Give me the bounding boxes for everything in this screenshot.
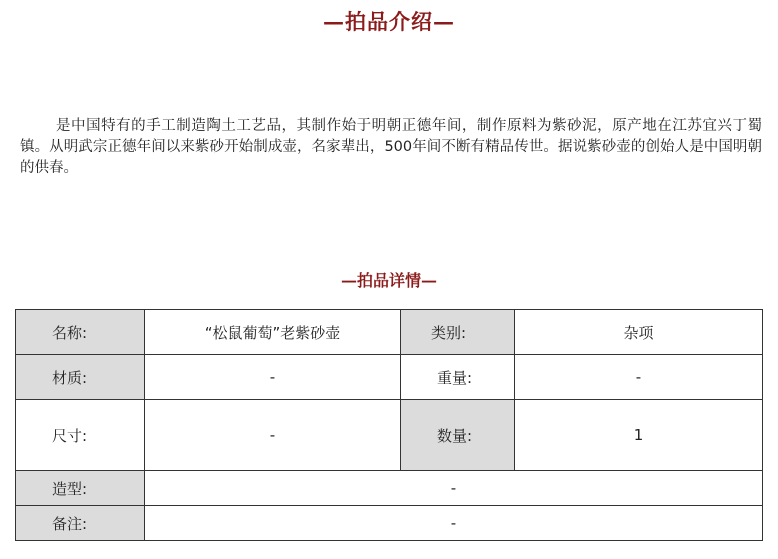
table-row [16, 400, 763, 471]
shape-value: - [145, 471, 763, 506]
quantity-label: 数量: [401, 400, 515, 471]
table-row [16, 355, 763, 400]
details-table [15, 309, 763, 541]
material-value: - [145, 355, 401, 400]
notes-label: 备注: [16, 506, 145, 541]
shape-label: 造型: [16, 471, 145, 506]
name-value: “松鼠葡萄”老紫砂壶 [145, 310, 401, 355]
size-value: - [145, 400, 401, 471]
material-label: 材质: [16, 355, 145, 400]
details-title: —拍品详情— [340, 271, 437, 290]
table-row [16, 310, 763, 355]
weight-value: - [515, 355, 763, 400]
category-value: 杂项 [515, 310, 763, 355]
table-row [16, 471, 763, 506]
name-label: 名称: [16, 310, 145, 355]
weight-label: 重量: [401, 355, 515, 400]
intro-title: —拍品介绍— [323, 9, 455, 34]
table-row [16, 506, 763, 541]
quantity-value: 1 [515, 400, 763, 471]
notes-value: - [145, 506, 763, 541]
intro-paragraph: 是中国特有的手工制造陶土工艺品，其制作始于明朝正德年间，制作原料为紫砂泥，原产地在江苏宜兴丁蜀镇。从明武宗正德年间以来紫砂开始制成壶，名家辈出，500年间不断有精品传世。据说紫砂壶的创始人是中国明朝的供春。 [20, 118, 762, 176]
category-label: 类别: [401, 310, 515, 355]
size-label: 尺寸: [16, 400, 145, 471]
